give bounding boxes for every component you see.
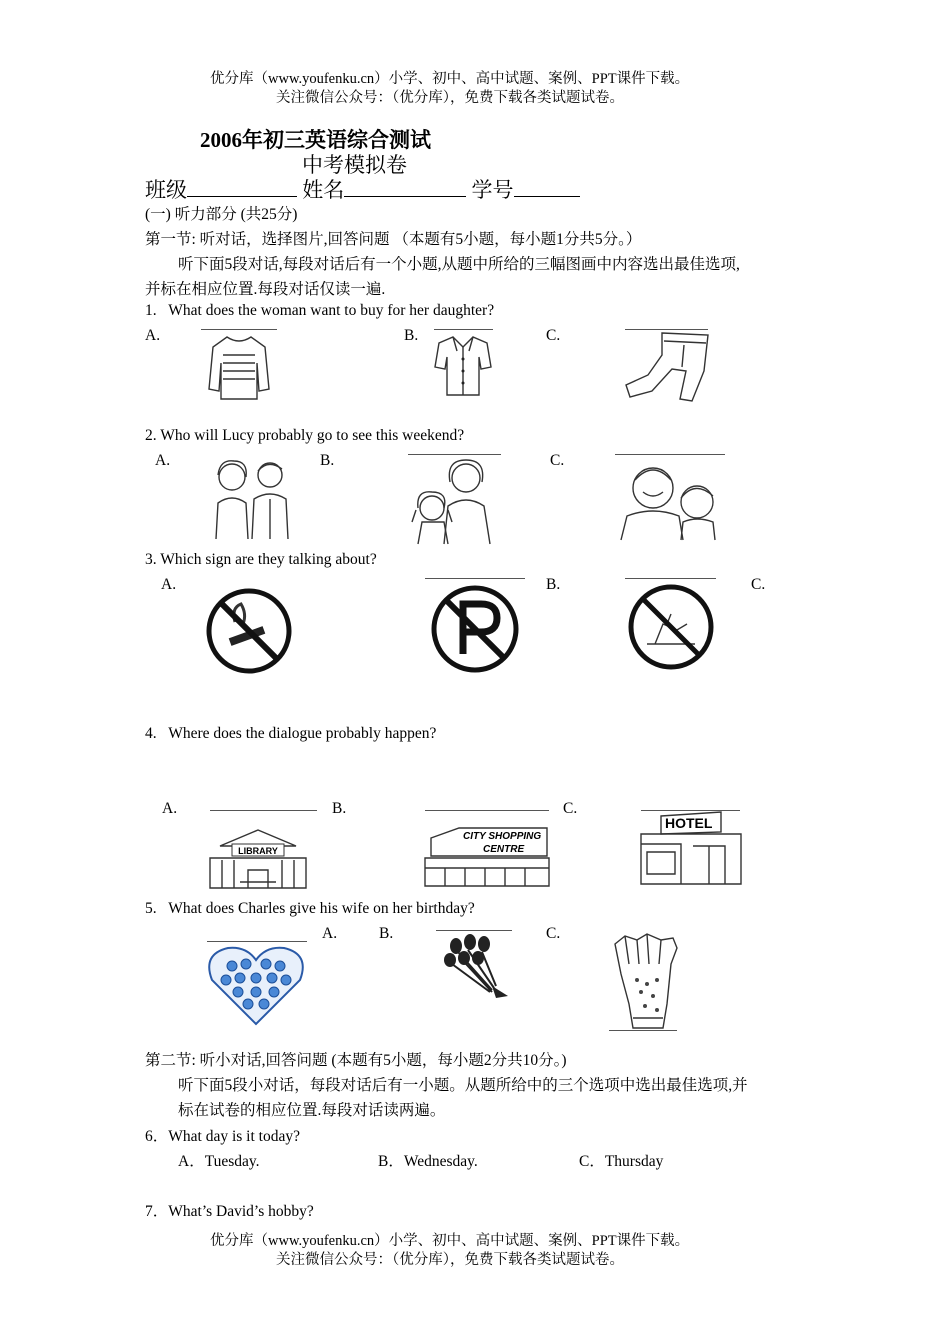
question-1	[145, 302, 494, 320]
class-label: 班级	[145, 178, 187, 202]
question-number: 7．	[145, 1203, 169, 1220]
hotel-sign-text: HOTEL	[665, 815, 713, 831]
question-text: What’s David’s hobby?	[168, 1203, 314, 1220]
part2-title: 第二节: 听小对话,回答问题 (本题有5小题，每小题2分共10分。)	[145, 1052, 567, 1069]
question-3	[145, 551, 377, 569]
section-heading: (一) 听力部分 (共25分)	[145, 206, 298, 223]
option-a[interactable]: A.	[145, 327, 161, 344]
question-text: What does the woman want to buy for her daughter?	[168, 302, 495, 319]
question-6	[145, 1124, 300, 1146]
option-c[interactable]: C.	[563, 800, 578, 817]
option-a[interactable]: A.	[162, 800, 178, 817]
question-text: Who will Lucy probably go to see this weekend?	[160, 427, 465, 444]
sweater-icon	[207, 333, 271, 403]
option-b[interactable]: B.	[332, 800, 347, 817]
question-text: Where does the dialogue probably happen?	[168, 725, 437, 742]
grandpa-boy-icon	[617, 458, 725, 540]
number-blank[interactable]	[514, 178, 580, 197]
footer-line-2: 关注微信公众号：（优分库），免费下载各类试题试卷。	[276, 1252, 624, 1268]
question-number: 5.	[145, 900, 157, 917]
title-text: 2006年初三英语综合测试	[200, 128, 431, 152]
no-smoking-sign-icon	[205, 588, 295, 676]
page-subtitle: 中考模拟卷	[302, 153, 407, 177]
question-5	[145, 900, 475, 918]
option-b[interactable]: B.	[320, 452, 335, 469]
library-sign-text: LIBRARY	[238, 846, 278, 856]
question-2	[145, 427, 464, 445]
part1-title: 第一节: 听对话，选择图片,回答问题 （本题有5小题，每小题1分共5分。）	[145, 231, 642, 248]
question-number: 1.	[145, 302, 157, 319]
option-a[interactable]: A.	[322, 925, 338, 942]
shop-sign-2: CENTRE	[483, 844, 525, 855]
no-parking-sign-icon	[429, 584, 521, 674]
library-icon	[210, 830, 306, 890]
option-a[interactable]: A.	[155, 452, 171, 469]
part2-instruction-1: 听下面5段小对话，每段对话后有一小题。从题所给中的三个选项中选出最佳选项,并	[178, 1077, 748, 1094]
question-7	[145, 1199, 314, 1221]
question-number: 6．	[145, 1128, 169, 1145]
mother-daughter-icon	[410, 456, 502, 544]
gloves-icon	[607, 934, 683, 1028]
part1-instruction-1: 听下面5段对话,每段对话后有一个小题,从题中所给的三幅图画中内容选出最佳选项,	[178, 256, 740, 273]
number-label: 学号	[471, 178, 514, 202]
blouse-icon	[433, 333, 493, 399]
option-c[interactable]: C.	[546, 925, 561, 942]
student-info-row	[145, 174, 580, 204]
option-c[interactable]: C.	[751, 576, 766, 593]
question-number: 3.	[145, 551, 157, 568]
question-number: 4.	[145, 725, 157, 742]
question-text: Which sign are they talking about?	[160, 551, 377, 568]
q6-option-b[interactable]: B．Wednesday.	[378, 1153, 478, 1170]
name-blank[interactable]	[344, 178, 466, 197]
flowers-icon	[438, 934, 512, 998]
no-fishing-sign-icon	[627, 584, 715, 670]
couple-icon	[210, 455, 295, 539]
question-number: 2.	[145, 427, 157, 444]
name-label: 姓名	[302, 178, 345, 202]
q6-option-c[interactable]: C．Thursday	[579, 1153, 664, 1170]
hotel-icon	[641, 812, 741, 884]
option-c[interactable]: C.	[550, 452, 565, 469]
option-b[interactable]: B.	[404, 327, 419, 344]
class-blank[interactable]	[187, 178, 297, 197]
question-text: What does Charles give his wife on her birthday?	[168, 900, 475, 917]
chocolate-box-icon	[206, 944, 308, 1030]
q6-option-a[interactable]: A．Tuesday.	[178, 1153, 260, 1170]
jeans-icon	[622, 331, 714, 405]
option-b[interactable]: B.	[546, 576, 561, 593]
header-line-1: 优分库（www.youfenku.cn）小学、初中、高中试题、案例、PPT课件下载。	[210, 71, 690, 87]
footer-line-1: 优分库（www.youfenku.cn）小学、初中、高中试题、案例、PPT课件下载。	[210, 1233, 690, 1249]
part2-instruction-2: 标在试卷的相应位置.每段对话读两遍。	[178, 1102, 446, 1119]
shop-sign-1: CITY SHOPPING	[463, 831, 542, 842]
option-a[interactable]: A.	[161, 576, 177, 593]
option-b[interactable]: B.	[379, 925, 394, 942]
part1-instruction-2: 并标在相应位置.每段对话仅读一遍.	[145, 281, 386, 298]
option-c[interactable]: C.	[546, 327, 561, 344]
question-4	[145, 725, 436, 743]
shopping-centre-icon	[425, 822, 549, 888]
header-line-2: 关注微信公众号：（优分库），免费下载各类试题试卷。	[276, 90, 624, 106]
question-text: What day is it today?	[168, 1128, 300, 1145]
